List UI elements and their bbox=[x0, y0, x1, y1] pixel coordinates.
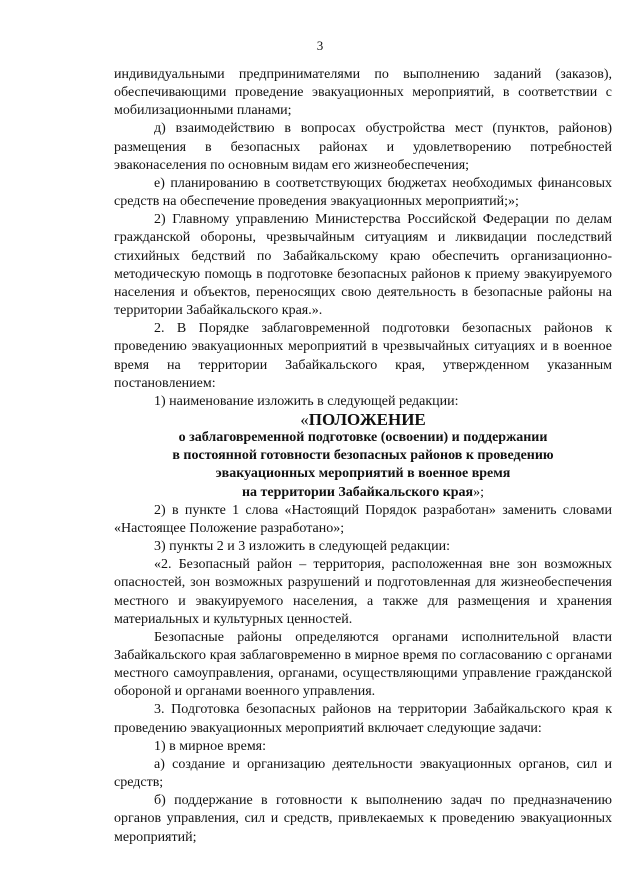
paragraph-item-1-title-change: 1) наименование изложить в следующей редакции: bbox=[154, 393, 459, 409]
paragraph-item-d: д) взаимодействию в вопросах обустройства мест (пунктов, районов) размещения в безопасных районах и удовлетворению потребностей эваконаселения по основным видам его жизнеобеспечения; bbox=[114, 121, 612, 173]
document-body bbox=[114, 66, 612, 847]
heading-title-text: ПОЛОЖЕНИЕ bbox=[308, 409, 426, 429]
heading-line: эвакуационных мероприятий в военное время bbox=[215, 466, 511, 482]
paragraph-point-3-tasks: 3. Подготовка безопасных районов на территории Забайкальского края к проведению эвакуационных мероприятий включает следующие задачи: bbox=[114, 702, 612, 736]
paragraph-item-a: а) создание и организацию деятельности эвакуационных органов, сил и средств; bbox=[114, 756, 612, 791]
paragraph-point-2-definition: «2. Безопасный район – территория, расположенная вне зон возможных опасностей, зон возможных разрушений и подготовленная для жизнеобеспечения местного и эвакуируемого населения, а также для размещения и хранения материальных и культурных ценностей. bbox=[114, 557, 612, 627]
paragraphs-after-heading bbox=[114, 502, 612, 847]
heading-line: о заблаговременной подготовке (освоении) и поддержании bbox=[178, 430, 548, 446]
paragraph-safe-areas-determination: Безопасные районы определяются органами исполнительной власти Забайкальского края заблаговременно в мирное время по согласованию с органами местного самоуправления, органами, осуществляющими управление гражданской обороной и органами военного управления. bbox=[114, 629, 612, 700]
heading-title bbox=[114, 411, 612, 429]
heading-block bbox=[114, 411, 612, 502]
heading-open-quote: « bbox=[300, 409, 309, 429]
paragraph-item-e: е) планированию в соответствующих бюджетах необходимых финансовых средств на обеспечение проведения эвакуационных мероприятий;»; bbox=[114, 175, 612, 210]
paragraph-item-b: б) поддержание в готовности к выполнению задач по предназначению органов управления, сил и средств, привлекаемых к проведению эвакуационных мероприятий; bbox=[114, 793, 612, 845]
paragraphs-before-heading bbox=[114, 66, 612, 411]
page-number: 3 bbox=[316, 38, 324, 53]
heading-last-line bbox=[114, 484, 612, 502]
paragraph-item-2-replace: 2) в пункте 1 слова «Настоящий Порядок разработан» заменить словами «Настоящее Положение разработано»; bbox=[114, 502, 612, 536]
heading-line: в постоянной готовности безопасных районов к проведению bbox=[172, 448, 554, 464]
paragraph-peacetime: 1) в мирное время: bbox=[154, 738, 267, 754]
heading-close: »; bbox=[473, 484, 485, 500]
paragraph-continuation: индивидуальными предпринимателями по выполнению заданий (заказов), обеспечивающими проведение эвакуационных мероприятий, в соответствии с мобилизационными планами; bbox=[114, 67, 612, 119]
heading-line: на территории Забайкальского края bbox=[241, 484, 474, 500]
paragraph-item-2-mchs: 2) Главному управлению Министерства Российской Федерации по делам гражданской обороны, чрезвычайным ситуациям и ликвидации последствий стихийных бедствий по Забайкальскому краю обеспечить организационно-методическую помощь в подготовке безопасных районов к приему эвакуируемого населения и объектов, переносящих свою деятельность в безопасные районы на территории Забайкальского края.». bbox=[114, 212, 612, 319]
paragraph-section-2: 2. В Порядке заблаговременной подготовки безопасных районов к проведению эвакуационных мероприятий в чрезвычайных ситуациях и в военное время на территории Забайкальского края, утвержденном указанным постановлением: bbox=[114, 321, 612, 391]
paragraph-item-3-points: 3) пункты 2 и 3 изложить в следующей редакции: bbox=[154, 539, 451, 555]
